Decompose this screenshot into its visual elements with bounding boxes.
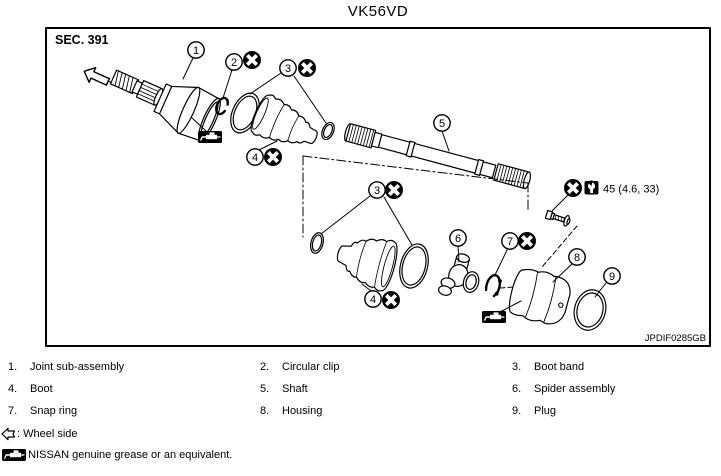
legend-item-label: Boot: [30, 383, 53, 395]
svg-text:1: 1: [192, 45, 200, 57]
non-reusable-part-icon: [518, 232, 536, 250]
plug-drawing: [570, 286, 611, 334]
svg-text:6: 6: [454, 233, 462, 245]
legend-item: [260, 361, 339, 374]
legend-item: [260, 383, 308, 396]
grease-note: : NISSAN genuine grease or an equivalent.: [22, 449, 233, 461]
callout-7: [502, 233, 518, 249]
svg-text:4: 4: [251, 152, 259, 164]
callout-1: [188, 42, 204, 58]
svg-text:7: 7: [506, 236, 514, 248]
legend-item-label: Plug: [534, 405, 557, 417]
svg-text:2: 2: [230, 57, 238, 69]
callout-3-lower: [369, 182, 385, 198]
callouts: [188, 42, 620, 307]
svg-text:5: 5: [438, 118, 446, 130]
legend-item-label: Shaft: [282, 383, 308, 395]
legend-item: [512, 405, 556, 418]
legend-item-number: 8.: [260, 405, 270, 417]
legend-item-number: 6.: [512, 383, 522, 395]
non-reusable-part-icon: [298, 59, 316, 77]
legend-item: [512, 383, 615, 396]
callout-4-lower: [365, 291, 381, 307]
page-title: VK56VD: [347, 3, 409, 20]
legend-item-label: Snap ring: [30, 405, 78, 417]
legend-item-label: Boot band: [534, 361, 585, 373]
callout-3-upper: [280, 60, 296, 76]
boot-band-drawing: [319, 121, 336, 142]
boot-drawing: [331, 228, 400, 293]
legend-item-number: 7.: [8, 405, 18, 417]
legend-item: [512, 361, 584, 374]
torque-spec: 45 (4.6, 33): [603, 183, 660, 196]
legend-item-label: Housing: [282, 405, 323, 417]
svg-text:9: 9: [608, 271, 616, 283]
section-label: SEC. 391: [55, 33, 109, 47]
image-code: JPDIF0285GB: [644, 333, 706, 344]
boot-band-drawing: [308, 231, 325, 254]
callout-5: [434, 115, 450, 131]
non-reusable-part-icon: [385, 181, 403, 199]
bolt-drawing: [545, 209, 571, 227]
callout-4-upper: [247, 149, 263, 165]
callout-9: [604, 268, 620, 284]
wheel-side-arrow-icon: [2, 428, 15, 439]
legend-item: [8, 383, 53, 396]
legend-item-number: 5.: [260, 383, 270, 395]
callout-6: [450, 230, 466, 246]
legend-item-number: 3.: [512, 361, 522, 373]
legend-item: [260, 405, 322, 418]
legend-item-number: 9.: [512, 405, 522, 417]
legend-item-number: 2.: [260, 361, 270, 373]
grease-icon: [482, 311, 506, 323]
non-reusable-part-icon: [382, 291, 400, 309]
boot-band-drawing: [395, 241, 433, 291]
svg-text:3: 3: [284, 63, 292, 75]
grease-icon: [198, 131, 222, 143]
wheel-side-note: : Wheel side: [17, 428, 78, 440]
non-reusable-part-icon: [243, 51, 261, 69]
svg-text:4: 4: [369, 294, 377, 306]
shaft-drawing: [343, 123, 532, 190]
svg-text:3: 3: [373, 185, 381, 197]
snap-ring-drawing: [484, 274, 503, 299]
legend-item: [8, 405, 77, 418]
callout-2: [226, 54, 242, 70]
non-reusable-part-icon: [264, 148, 282, 166]
non-reusable-part-icon: [564, 179, 582, 197]
legend-item-label: Spider assembly: [534, 383, 616, 395]
legend-item-label: Joint sub-assembly: [30, 361, 125, 373]
legend-item-number: 1.: [8, 361, 18, 373]
housing-drawing: [506, 265, 574, 329]
legend-item-number: 4.: [8, 383, 18, 395]
spider-assembly-drawing: [438, 250, 485, 303]
wheel-side-arrow-icon: [81, 64, 111, 89]
legend-item-label: Circular clip: [282, 361, 340, 373]
svg-text:8: 8: [573, 252, 581, 264]
callout-8: [569, 249, 585, 265]
legend-item: [8, 361, 124, 374]
torque-wrench-icon: [585, 180, 599, 194]
